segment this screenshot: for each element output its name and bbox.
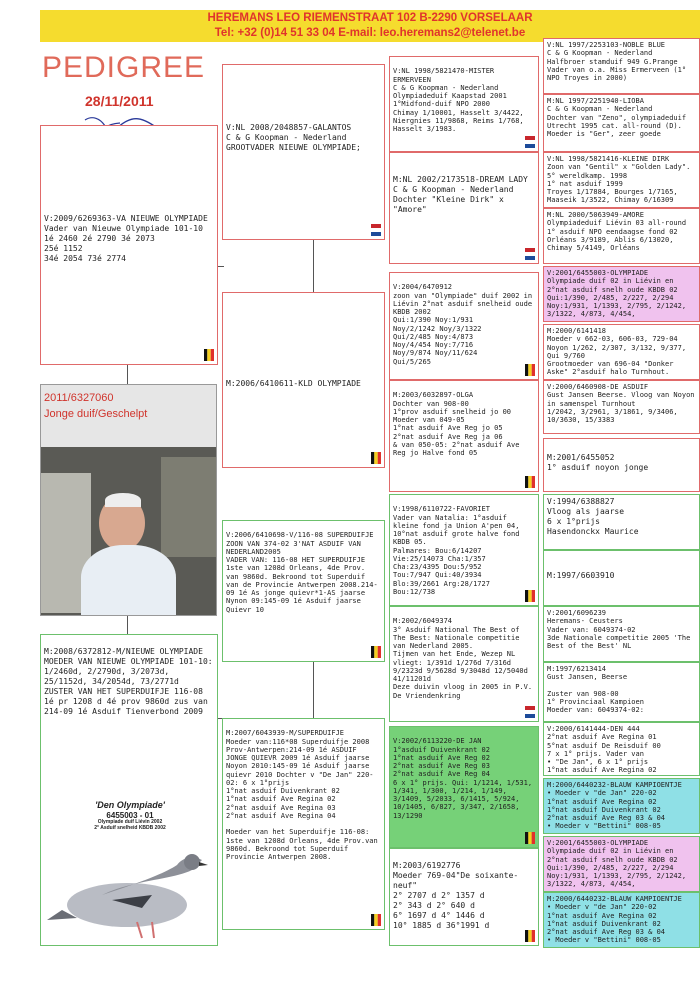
belgian-flag-icon — [525, 476, 535, 488]
pedigree-box-g16: M:2000/6440232-BLAUW KAMPIOENTJE • Moeder v "de Jan" 220-02 1°nat asduif Ave Regina 02 1°nat asduif Duivenkrant 02 2°nat asduif Ave Reg 03 & 04 • Moeder v "Bettini" 008-05 — [543, 892, 700, 948]
netherlands-flag-icon — [525, 136, 535, 148]
pedigree-box-g14: M:2000/6440232-BLAUW KAMPIOENTJE • Moeder v "de Jan" 220-02 1°nat asduif Ave Regina 02 1°nat asduif Duivenkrant 02 2°nat asduif Ave Reg 03 & 04 • Moeder v "Bettini" 008-05 — [543, 778, 700, 834]
pedigree-box-dd2: M:2003/6032897-OLGA Dochter van 908-00 1°prov asduif snelheid jo 00 Moeder van 049-05 1°nat asduif Ave Reg jo 05 2°nat asduif Ave Reg ja 06 & van 050-05: 2°nat asduif Ave Reg jo Halve fond 05 — [389, 380, 539, 492]
belgian-flag-icon — [371, 452, 381, 464]
pedigree-box-g13: V:2000/6141444-DEN 444 2°nat asduif Ave Regina 01 5°nat asduif De Reisduif 00 7 x 1° prijs. Vader van • "De Jan", 6 x 1° prijs 1°nat asduif Ave Regina 02 — [543, 722, 700, 776]
connector — [313, 662, 314, 718]
pedigree-box-s: V:NL 2008/2048857-GALANTOS C & G Koopman - Nederland GROOTVADER NIEUWE OLYMPIADE; — [222, 64, 385, 240]
pedigree-box-g12: M:1997/6213414 Gust Jansen, Beerse Zuster van 908-00 1° Provinciaal Kampioen Moeder van: 6049374-02: — [543, 662, 700, 722]
pedigree-box-g5: V:2001/6455003-OLYMPIADE Olympiade duif 02 in Liévin en 2°nat asduif snelh oude KBDB 02 Qui:1/390, 2/485, 2/227, 2/294 Noy:1/931, 1/1393, 2/795, 2/1242, 3/1322, 4/873, 4/454, — [543, 266, 700, 322]
header-contact: Tel: +32 (0)14 51 33 04 E-mail: leo.heremans2@telenet.be — [214, 27, 526, 39]
photo-ring-number: 2011/6327060 — [44, 392, 114, 404]
pedigree-box-g10: M:1997/6603910 — [543, 550, 700, 606]
netherlands-flag-icon — [525, 706, 535, 718]
pedigree-box-dsd: M:2002/6049374 3° Asduif National The Best of The Best: Nationale competitie van Nederland 2005. Tijmen van het Ende, Wezep NL vliegt: 1/391d 1/276d 7/316d 9/2323d 9/5628d 9/3048d 12/5040d 41/11201d Deze duivin vloog in 2005 in P.V. De Vriendenkring — [389, 606, 539, 722]
pedigree-date: 28/11/2011 — [85, 93, 154, 109]
pedigree-box-ds: V:2006/6410698-V/116-08 SUPERDUIFJE ZOON VAN 374-02 3'NAT ASDUIF VAN NEDERLAND2005 VADER VAN: 116-08 HET SUPERDUIFJE 1ste van 1208d Orleans, 4de Prov. van 9860d. Bekroond tot Superduif van de Provincie Antwerpen 2008.214-09 1é As jonge quievr*1-AS jaarse Nynon 09:145-09 1é Asduif jaarse Quievr 10 — [222, 520, 385, 662]
pedigree-box-sire: V:2009/6269363-VA NIEUWE OLYMPIADE Vader van Nieuwe Olympiade 101-10 1é 2460 2é 2790 3é 2073 25é 1152 34é 2054 73é 2774 — [40, 125, 218, 365]
belgian-flag-icon — [204, 349, 214, 361]
pedigree-box-dss: V:1998/6110722-FAVORIET Vader van Natalia: 1°asduif kleine fond ja Union A'pen 04, 10°nat asduif grote halve fond KBDB 05. Palmares: Bou:6/14207 Vie:25/14073 Cha:1/357 Cha:23/4395 Dou:5/952 Tou:7/947 Qui:40/3934 Blo:39/2661 Arg:28/1727 Bou:12/738 — [389, 494, 539, 606]
netherlands-flag-icon — [525, 248, 535, 260]
belgian-flag-icon — [371, 646, 381, 658]
pedigree-box-sd2: M:NL 2002/2173518-DREAM LADY C & G Koopman - Nederland Dochter "Kleine Dirk" x "Amore" — [389, 152, 539, 264]
pedigree-box-ds2: V:2004/6470912 zoon van "Olympiade" duif 2002 in Liévin 2°nat asduif snelheid oude KBDB 2002 Qui:1/390 Noy:1/931 Noy/2/1242 Noy/3/1322 Qui/2/485 Noy:4/873 Noy/4/454 Noy:7/716 Noy/9/874 Noy/11/624 Qui/5/265 — [389, 272, 539, 380]
netherlands-flag-icon — [371, 224, 381, 236]
pigeon-image — [42, 840, 212, 945]
pedigree-box-g8: M:2001/6455052 1° asduif noyon jonge — [543, 438, 700, 492]
pedigree-box-dd: M:2007/6043939-M/SUPERDUIFJE Moeder van:116*08 Superduifje 2008 Prov-Antwerpen:214-09 1é ASDUIF JONGE QUIEVR 2009 1é Asduif jaarse Noyon 2010:145-09 1é Asduif jaarse quievr 2010 Dochter v "De Jan" 220-02: 6 x 1°prijs 1°nat asduif Duivenkrant 02 1°nat asduif Ave Regina 02 2°nat asduif Ave Regina 03 2°nat asduif Ave Regina 04 Moeder van het Superduifje 116-08: 1ste van 1208d Orleans, 4de Prov.van 9860d. Bekroond tot Superduif Provincie Antwerpen 2008. — [222, 718, 385, 930]
pedigree-box-g2: M:NL 1997/2251940-LIOBA C & G Koopman - Nederland Dochter van "Zeno", olympiadeduif Utrecht 1995 cat. all-round (D). Moeder is "Ger", zeer goede — [543, 94, 700, 152]
pedigree-box-dds: V:2002/6113220-DE JAN 1°asduif Duivenkrant 02 1°nat asduif Ave Reg 02 2°nat asduif Ave Reg 03 2°nat asduif Ave Reg 04 6 x 1° prijs. Qui: 1/1214, 1/531, 1/341, 1/300, 1/214, 1/149, 3/1409, 5/2033, 6/1415, 5/924, 10/1405, 6/827, 3/347, 2/1658, 13/1290 — [389, 726, 539, 848]
pedigree-box-g15: V:2001/6455003-OLYMPIADE Olympiade duif 02 in Liévin en 2°nat asduif snelh oude KBDB 02 Qui:1/390, 2/485, 2/227, 2/294 Noy:1/931, 1/1393, 2/795, 2/1242, 3/1322, 4/873, 4/454, — [543, 836, 700, 892]
belgian-flag-icon — [525, 930, 535, 942]
pedigree-box-ddd: M:2003/6192776 Moeder 769-04"De soixante-neuf" 2° 2707 d 2° 1357 d 2° 343 d 2° 640 d 6° 1697 d 4° 1446 d 10° 1885 d 36°1991 d — [389, 848, 539, 946]
pedigree-box-g9: V:1994/6388827 Vloog als jaarse 6 x 1°prijs Hasendonckx Maurice — [543, 494, 700, 550]
belgian-flag-icon — [525, 590, 535, 602]
pedigree-box-g4: M:NL 2000/5063949-AMORE Olympiadeduif Liévin 03 all-round 1° asduif NPO eendaagse fond 02 Orléans 3/9189, Ablis 6/13020, Chimay 5/4149, Orléans — [543, 208, 700, 264]
connector — [127, 616, 128, 634]
pedigree-box-dam: M:2008/6372812-M/NIEUWE OLYMPIADE MOEDER VAN NIEUWE OLYMPIADE 101-10: 1/2460d, 2/2790d, 3/2073d, 25/1152d, 34/2054d, 73/2771d ZUSTER VAN HET SUPERDUIFJE 116-08 1é pr 1208 d 4é prov 9860d zus van 214-09 1é Asduif Tienverbond 2009 — [40, 634, 218, 946]
belgian-flag-icon — [525, 364, 535, 376]
connector — [313, 240, 314, 292]
belgian-flag-icon — [525, 832, 535, 844]
header-address: HEREMANS LEO RIEMENSTRAAT 102 B-2290 VORSELAAR — [207, 12, 533, 24]
connector — [127, 364, 128, 384]
pedigree-box-g11: V:2001/6096239 Heremans- Ceusters Vader van: 6049374-02 3de Nationale competitie 2005 'The Best of the Best' NL — [543, 606, 700, 662]
pedigree-box-ss: V:NL 1998/5821470-MISTER ERMERVEEN C & G Koopman - Nederland Olympiadeduif Kaapstad 2001 1°Midfond-duif NPO 2000 Chimay 1/10001, Hasselt 3/4422, Niergnies 11/9868, Reims 1/768, Hasselt 3/1983. — [389, 56, 539, 152]
pedigree-box-g6: M:2000/6141418 Moeder v 662-03, 606-03, 729-04 Noyon 1/262, 2/307, 3/132, 9/377, Qui 9/760 Grootmoeder van 696-04 "Donker Aske" 2°asduif halo Turnhout. — [543, 324, 700, 380]
pedigree-box-g1: V:NL 1997/2253103-NOBLE BLUE C & G Koopman - Nederland Halfbroer stamduif 949 G.Prange Vader van o.a. Miss Ermerveen (1° NPO Troyes in 2000) — [543, 38, 700, 94]
pigeon-caption: 'Den Olympiade' 6455003 - 01 Olympiade duif Liévin 2002 2° Asduif snelheid KBDB 2002 — [94, 800, 166, 831]
pedigree-box-g7: V:2000/6460908-DE ASDUIF Gust Jansen Beerse. Vloog van Noyon in samenspel Turnhout 1/2042, 3/2961, 3/1861, 9/3406, 10/3630, 15/3383 — [543, 380, 700, 434]
pedigree-box-sd: M:2006/6410611-KLD OLYMPIADE — [222, 292, 385, 468]
page-title: PEDIGREE — [42, 51, 206, 84]
pedigree-box-g3: V:NL 1998/5821416-KLEINE DIRK Zoon van "Gentil" x "Golden Lady". 5° wereldkamp. 1998 1° nat asduif 1999 Troyes 1/17884, Bourges 1/7165, Maaseik 1/3522, Chimay 6/16309 — [543, 152, 700, 208]
photo-label: Jonge duif/Geschelpt — [44, 408, 148, 420]
belgian-flag-icon — [371, 914, 381, 926]
